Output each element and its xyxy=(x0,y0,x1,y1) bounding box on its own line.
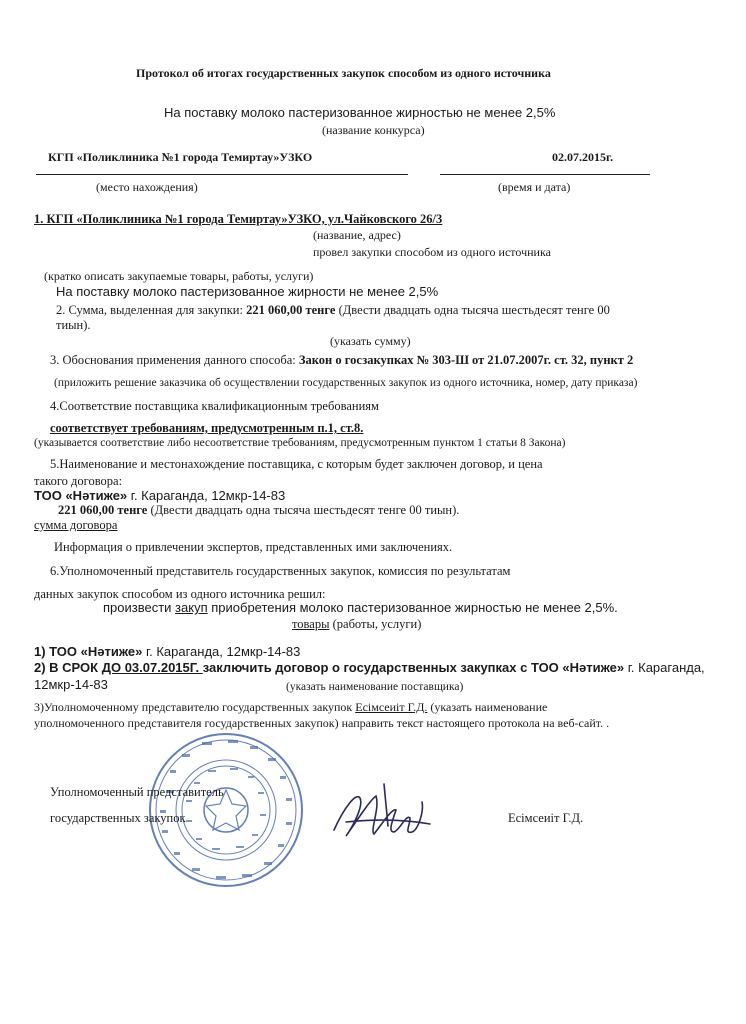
official-stamp xyxy=(146,730,306,890)
item5-amount: 221 060,00 тенге xyxy=(58,503,148,517)
location-underline xyxy=(36,174,408,175)
location-caption: (место нахождения) xyxy=(96,180,198,194)
item2-words: (Двести двадцать одна тысяча шестьдесят тенге 00 xyxy=(338,303,610,317)
decision-1 xyxy=(34,645,300,659)
signature-name: Есімсеиіт Г.Д. xyxy=(508,811,584,825)
item1-caption: (название, адрес) xyxy=(313,228,401,242)
item2-caption: (указать сумму) xyxy=(330,334,411,348)
organization-name: КГП «Поликлиника №1 города Темиртау»УЗКО xyxy=(48,150,313,164)
decision-1-rest: г. Караганда, 12мкр-14-83 xyxy=(142,644,301,659)
item4-answer: соответствует требованиям, предусмотренным п.1, ст.8. xyxy=(50,421,364,435)
decision-2-mid: заключить договор о государственных закупках с ТОО «Нәтиже» xyxy=(202,660,625,675)
decision-2 xyxy=(34,661,705,675)
protocol-date: 02.07.2015г. xyxy=(552,150,614,164)
item5-words: (Двести двадцать одна тысяча шестьдесят тенге 00 тиын). xyxy=(147,503,460,517)
item2-words-cont: тиын). xyxy=(56,318,91,332)
decision-3-cont: уполномоченного представителя государственных закупок) направить текст настоящего протокола на веб-сайт. . xyxy=(34,716,610,730)
item6-decision xyxy=(103,601,618,615)
item4-caption: (указывается соответствие либо несоответствие требованиям, предусмотренным пунктом 1 статьи 8 Закона) xyxy=(34,437,566,449)
datetime-caption: (время и дата) xyxy=(498,180,571,194)
item1-conducted: провел закупки способом из одного источника xyxy=(313,245,551,259)
decision-3-rest: (указать наименование xyxy=(427,700,548,714)
experts-info: Информация о привлечении экспертов, представленных ими заключениях. xyxy=(54,540,453,554)
item5-text: 5.Наименование и местонахождение поставщика, с которым будет заключен договор, и цена xyxy=(50,457,543,471)
item2-line xyxy=(56,303,610,317)
subject-caption: (название конкурса) xyxy=(322,123,425,137)
item1-goods: На поставку молоко пастеризованное жирности не менее 2,5% xyxy=(56,284,439,299)
item5-supplier-address: г. Караганда, 12мкр-14-83 xyxy=(127,488,286,503)
item6-goods-word: товары xyxy=(292,617,330,631)
signature-role-line2: государственных закупок xyxy=(50,811,186,825)
item5-amount-line xyxy=(58,503,459,517)
item4-text: 4.Соответствие поставщика квалификационным требованиям xyxy=(50,399,379,413)
item5-supplier xyxy=(34,489,285,503)
decision-2-city: г. Караганда, xyxy=(624,660,705,675)
item6-decided-prefix: произвести xyxy=(103,600,176,615)
document-title: Протокол об итогах государственных закупок способом из одного источника xyxy=(136,66,551,80)
decision-3-name: Есімсеиіт Г.Д. xyxy=(355,700,428,714)
item3-prefix: 3. Обоснования применения данного способа: xyxy=(50,353,296,367)
item6-decided-word: закуп xyxy=(175,600,208,615)
item2-prefix: 2. Сумма, выделенная для закупки: xyxy=(56,303,243,317)
handwritten-signature xyxy=(326,778,442,850)
decision-2-prefix: 2) В СРОК xyxy=(34,660,102,675)
supplier-caption: (указать наименование поставщика) xyxy=(286,681,464,693)
date-underline xyxy=(440,174,650,175)
item3-law: Закон о госзакупках № 303-Ш от 21.07.2007г. ст. 32, пункт 2 xyxy=(298,353,634,367)
decision-2-date: ДО 03.07.2015Г. xyxy=(101,660,203,675)
decision-1-prefix: 1) ТОО «Нәтиже» xyxy=(34,644,143,659)
tender-subject: На поставку молоко пастеризованное жирностью не менее 2,5% xyxy=(164,105,556,120)
item5-text-cont: такого договора: xyxy=(34,474,123,488)
item2-amount: 221 060,00 тенге xyxy=(246,303,336,317)
signature-role-line1: Уполномоченный представитель xyxy=(50,785,224,799)
item6-goods-line xyxy=(292,617,421,631)
item5-supplier-name: ТОО «Нәтиже» xyxy=(34,488,128,503)
item6-text: 6.Уполномоченный представитель государственных закупок, комиссия по результатам xyxy=(50,564,511,578)
item1-describe-caption: (кратко описать закупаемые товары, работы, услуги) xyxy=(44,269,314,283)
item5-contract-sum: сумма договора xyxy=(34,518,118,532)
item6-decided-rest: приобретения молоко пастеризованное жирностью не менее 2,5%. xyxy=(207,600,618,615)
decision-3 xyxy=(34,700,547,714)
decision-2-address: 12мкр-14-83 xyxy=(34,677,108,692)
item3-line xyxy=(50,353,633,367)
item3-caption: (приложить решение заказчика об осуществлении государственных закупок из одного источника, номер, дату приказа) xyxy=(54,377,638,389)
decision-3-prefix: 3)Уполномоченному представителю государственных закупок xyxy=(34,700,356,714)
item6-text-cont: данных закупок способом из одного источника решил: xyxy=(34,587,326,601)
item1-organization: 1. КГП «Поликлиника №1 города Темиртау»УЗКО, ул.Чайковского 26/3 xyxy=(34,212,443,226)
item6-goods-caption: (работы, услуги) xyxy=(329,617,422,631)
